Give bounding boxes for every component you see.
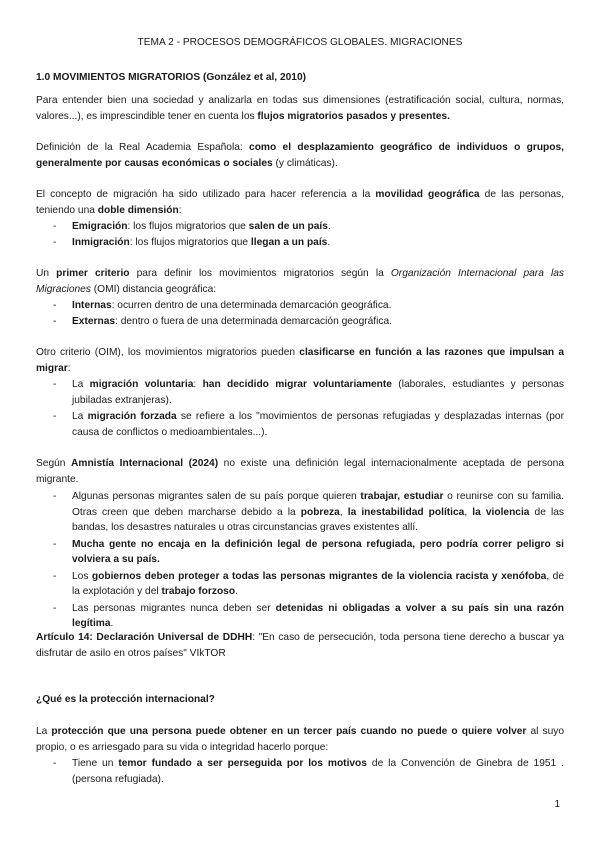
paragraph-concept: El concepto de migración ha sido utilizado para hacer referencia a la movilidad geográfica de las personas, teniendo una doble dimensión: — [36, 189, 564, 216]
section-heading-protection — [36, 692, 564, 708]
list-protection — [36, 756, 564, 787]
list-item: - La migración voluntaria: han decidido migrar voluntariamente (laborales, estudiantes y personas jubiladas extranjeras). — [53, 379, 564, 406]
list-item: - Algunas personas migrantes salen de su país porque quieren trabajar, estudiar o reunirse con su familia. Otras creen que deben marcharse debido a la pobreza, la inestabilidad política, la violencia de las bandas, los desastres naturales u otras circunstancias graves existentes allí. — [53, 491, 564, 533]
list-item: - Los gobiernos deben proteger a todas las personas migrantes de la violencia racista y xenófoba, de la explotación y del trabajo forzoso. — [53, 570, 564, 597]
list-item: - Inmigración: los flujos migratorios que llegan a un país. — [53, 236, 331, 248]
paragraph-other-criterion: Otro criterio (OIM), los movimientos migratorios pueden clasificarse en función a las razones que impulsan a migrar: — [36, 347, 564, 374]
paragraph-first-criterion: Un primer criterio para definir los movimientos migratorios según la Organización Internacional para las Migraciones (OMI) distancia geográfica: — [36, 268, 565, 295]
list-item: - Internas: ocurren dentro de una determinada demarcación geográfica. — [53, 300, 392, 311]
list-distance — [36, 298, 564, 329]
list-item: - Tiene un temor fundado a ser perseguida por los motivos de la Convención de Ginebra de 1951 . (persona refugiada). — [53, 758, 564, 785]
list-item: - Emigración: los flujos migratorios que salen de un país. — [53, 221, 331, 232]
section-heading-text: 1.0 MOVIMIENTOS MIGRATORIOS (González et al, 2010) — [36, 72, 307, 83]
paragraph-intro: Para entender bien una sociedad y analizarla en todas sus dimensiones (estratificación social, cultura, normas, valores...), es imprescindible tener en cuenta los flujos migratorios pasados y presentes. — [36, 95, 564, 122]
paragraph-amnesty: Según Amnistía Internacional (2024) no existe una definición legal internacionalmente aceptada de persona migrante. — [36, 458, 564, 485]
document-page — [36, 0, 564, 848]
section-heading-text: ¿Qué es la protección internacional? — [36, 694, 215, 705]
list-amnesty — [36, 489, 564, 632]
list-dimensions — [36, 219, 564, 250]
list-item: - Externas: dentro o fuera de una determinada demarcación geográfica. — [53, 315, 392, 327]
section-heading — [36, 70, 564, 86]
list-item: - Las personas migrantes nunca deben ser detenidas ni obligadas a volver a su país sin una razón legítima. — [53, 602, 564, 629]
list-migration-types — [36, 377, 564, 440]
page-title: TEMA 2 - PROCESOS DEMOGRÁFICOS GLOBALES. MIGRACIONES — [137, 37, 463, 48]
list-item: - Mucha gente no encaja en la definición legal de persona refugiada, pero podría correr peligro si volviera a su país. — [53, 538, 564, 565]
page-number: 1 — [554, 799, 560, 810]
list-item: - La migración forzada se refiere a los "movimientos de personas refugiadas y desplazadas internas (por causa de conflictos o medioambientales...). — [53, 411, 564, 438]
paragraph-article14: Artículo 14: Declaración Universal de DDHH: "En caso de persecución, toda persona tiene derecho a buscar ya disfrutar de asilo en otros países" VIkTOR — [36, 632, 564, 659]
paragraph-definition: Definición de la Real Academia Española: como el desplazamiento geográfico de individuos o grupos, generalmente por causas económicas o sociales (y climáticas). — [36, 142, 564, 169]
paragraph-protection: La protección que una persona puede obtener en un tercer país cuando no puede o quiere volver al suyo propio, o es arriesgado para su vida o integridad hacerlo porque: — [36, 726, 565, 753]
